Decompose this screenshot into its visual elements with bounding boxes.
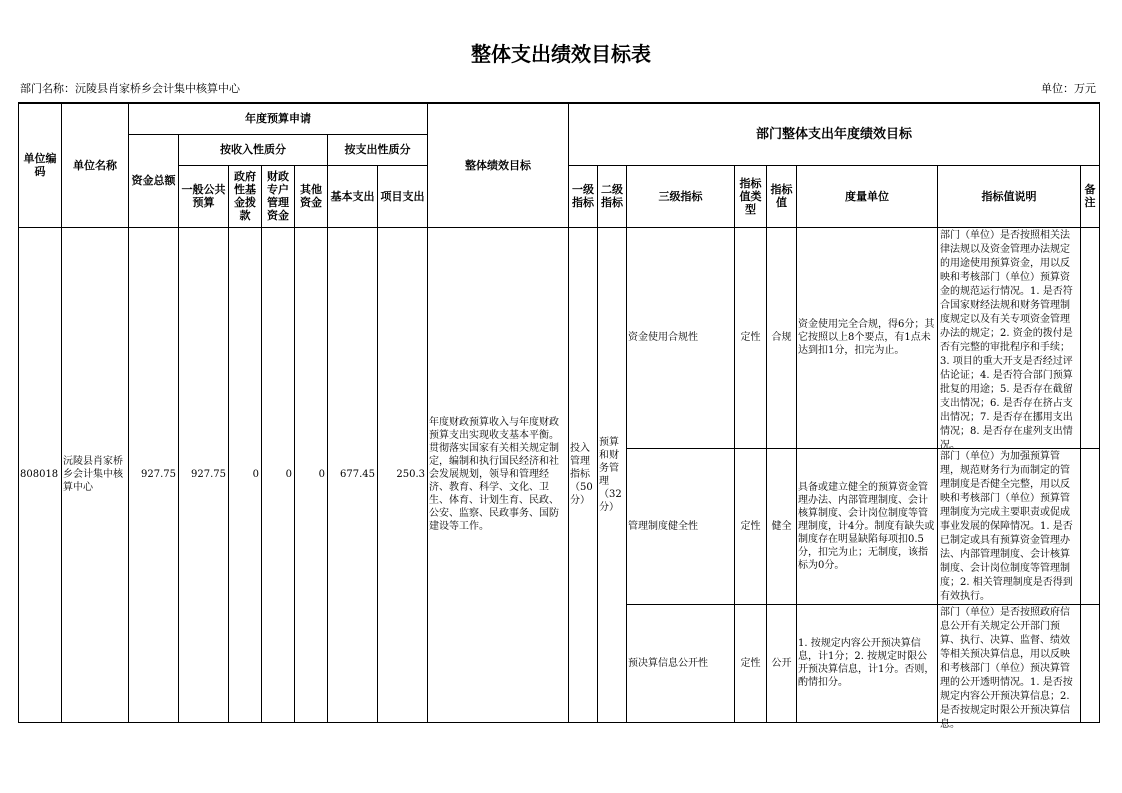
indicator-value: 合规 bbox=[767, 227, 797, 448]
indicator-name: 管理制度健全性 bbox=[627, 448, 735, 604]
header-other-fund: 其他资金 bbox=[295, 165, 328, 227]
indicator-desc-cell bbox=[938, 604, 1081, 730]
header-measure-unit: 度量单位 bbox=[797, 165, 938, 227]
header-unit-code: 单位编码 bbox=[19, 103, 62, 227]
header-level3: 三级指标 bbox=[627, 165, 735, 227]
header-general-budget: 一般公共预算 bbox=[179, 165, 229, 227]
indicator-name: 资金使用合规性 bbox=[627, 227, 735, 448]
indicator-measure: 1. 按规定内容公开预决算信息，计1分；2. 按规定时限公开预决算信息，计1分。否则，酌情扣分。 bbox=[797, 604, 938, 722]
indicator-measure: 具备或建立健全的预算资金管理办法、内部管理制度、会计核算制度、会计岗位制度等管理制度，计4分。制度有缺失或制度存在明显缺陷每项扣0.5分，扣完为止；无制度，该指标为0分。 bbox=[797, 448, 938, 604]
header-level1: 一级指标 bbox=[569, 165, 598, 227]
header-by-expense: 按支出性质分 bbox=[328, 134, 428, 165]
indicator-desc-cell bbox=[938, 448, 1081, 604]
indicator-desc-cell bbox=[938, 227, 1081, 451]
cell-special-fund: 0 bbox=[262, 227, 295, 722]
indicator-remark bbox=[1081, 604, 1100, 722]
cell-other-fund: 0 bbox=[295, 227, 328, 722]
header-basic-expense: 基本支出 bbox=[328, 165, 378, 227]
header-remark: 备注 bbox=[1081, 165, 1100, 227]
header-by-income: 按收入性质分 bbox=[179, 134, 328, 165]
indicator-type: 定性 bbox=[735, 448, 767, 604]
indicator-name: 预决算信息公开性 bbox=[627, 604, 735, 722]
header-project-expense: 项目支出 bbox=[378, 165, 428, 227]
cell-unit-code: 808018 bbox=[19, 227, 62, 722]
cell-project-expense: 250.3 bbox=[378, 227, 428, 722]
cell-gov-fund: 0 bbox=[229, 227, 262, 722]
indicator-remark bbox=[1081, 448, 1100, 604]
cell-level1: 投入管理指标（50分） bbox=[569, 227, 598, 722]
performance-table bbox=[18, 102, 1100, 730]
indicator-desc: 部门（单位）为加强预算管理，规范财务行为而制定的管理制度是否健全完整，用以反映和考核部门（单位）预算管理制度为完成主要职责或促成事业发展的保障情况。1. 是否已制定或具有预算资金管理办法、内部管理制度、会计核算制度、会计岗位制度等管理制度；2. 相关管理制度是否得到有效执行。 bbox=[940, 450, 1073, 602]
header-overall-goal: 整体绩效目标 bbox=[428, 103, 569, 227]
department-name: 部门名称：沅陵县肖家桥乡会计集中核算中心 bbox=[20, 82, 240, 95]
header-unit-name: 单位名称 bbox=[62, 103, 129, 227]
header-indicator-desc: 指标值说明 bbox=[938, 165, 1081, 227]
indicator-value: 健全 bbox=[767, 448, 797, 604]
header-special-fund: 财政专户管理资金 bbox=[262, 165, 295, 227]
cell-overall-goal: 年度财政预算收入与年度财政预算支出实现收支基本平衡。 贯彻落实国家有关相关规定制定，编制和执行国民经济和社会发展规划，领导和管理经济、教育、科学、文化、卫生、体育、计划生育、民政、公安、监察、民政事务、国防建设等工作。 bbox=[428, 227, 569, 722]
indicator-measure: 资金使用完全合规，得6分；其它按照以上8个要点，有1点未达到扣1分，扣完为止。 bbox=[797, 227, 938, 448]
header-annual-budget: 年度预算申请 bbox=[129, 103, 428, 134]
page-title: 整体支出绩效目标表 bbox=[471, 42, 651, 66]
header-gov-fund: 政府性基金拨款 bbox=[229, 165, 262, 227]
indicator-type: 定性 bbox=[735, 604, 767, 722]
header-dept-goal: 部门整体支出年度绩效目标 bbox=[569, 103, 1100, 165]
indicator-type: 定性 bbox=[735, 227, 767, 448]
unit-label: 单位：万元 bbox=[1041, 82, 1096, 95]
header-level2: 二级指标 bbox=[598, 165, 627, 227]
header-indicator-type: 指标值类型 bbox=[735, 165, 767, 227]
indicator-desc: 部门（单位）是否按照相关法律法规以及资金管理办法规定的用途使用预算资金，用以反映和考核部门（单位）预算资金的规范运行情况。1. 是否符合国家财经法规和财务管理制度规定以及有关专项资金管理办法的规定；2. 资金的拨付是否有完整的审批程序和手续；3. 项目的重大开支是否经过评估论证；4. 是否符合部门预算批复的用途；5. 是否存在截留支出情况；6. 是否存在挤占支出情况；7. 是否存在挪用支出情况；8. 是否存在虚列支出情况。 bbox=[940, 229, 1073, 451]
cell-general-budget: 927.75 bbox=[179, 227, 229, 722]
cell-level2: 预算和财务管理（32分） bbox=[598, 227, 627, 722]
cell-unit-name: 沅陵县肖家桥乡会计集中核算中心 bbox=[62, 227, 129, 722]
cell-basic-expense: 677.45 bbox=[328, 227, 378, 722]
header-total-funds: 资金总额 bbox=[129, 134, 179, 227]
header-indicator-value: 指标值 bbox=[767, 165, 797, 227]
indicator-desc: 部门（单位）是否按照政府信息公开有关规定公开部门预算、执行、决算、监督、绩效等相关预决算信息，用以反映和考核部门（单位）预决算管理的公开透明情况。1. 是否按规定内容公开预决算信息；2. 是否按规定时限公开预决算信息。 bbox=[940, 606, 1073, 730]
indicator-remark bbox=[1081, 227, 1100, 448]
cell-total-funds: 927.75 bbox=[129, 227, 179, 722]
indicator-value: 公开 bbox=[767, 604, 797, 722]
